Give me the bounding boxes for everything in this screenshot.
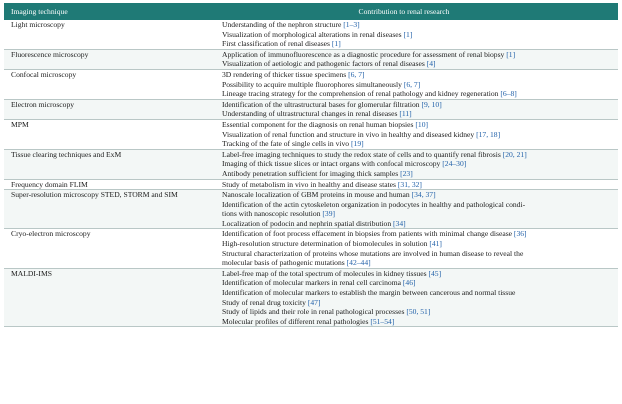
contribution-line (222, 298, 618, 308)
contribution-text: Molecular profiles of different renal pathologies (222, 316, 371, 326)
technique-cell: Cryo-electron microscopy (11, 229, 91, 239)
contribution-line (222, 39, 618, 49)
reference-link[interactable]: [6, 7] (348, 69, 365, 79)
contribution-cell (220, 269, 618, 327)
contribution-text: Label-free map of the total spectrum of molecules in kidney tissues (222, 268, 429, 278)
contribution-line (222, 120, 618, 130)
reference-link[interactable]: [20, 21] (502, 149, 527, 159)
reference-link[interactable]: [11] (399, 109, 412, 119)
contribution-cell (220, 50, 618, 69)
contribution-line (222, 109, 618, 119)
reference-link[interactable]: [6, 7] (403, 79, 421, 89)
contribution-cell (220, 120, 618, 149)
contribution-text: Visualization of morphological alterations in renal diseases (222, 29, 404, 39)
reference-link[interactable]: [6–8] (500, 89, 517, 99)
contribution-line (222, 70, 618, 80)
header-technique: Imaging technique (11, 6, 68, 16)
technique-cell: Super-resolution microscopy STED, STORM and SIM (11, 190, 178, 200)
technique-cell: Frequency domain FLIM (11, 179, 88, 189)
reference-link[interactable]: [1] (331, 39, 341, 49)
contribution-text: Structural characterization of proteins whose mutations are involved in human disease to reveal the (222, 248, 524, 258)
reference-link[interactable]: [10] (415, 119, 429, 129)
contribution-text: 3D rendering of thicker tissue specimens (222, 69, 349, 79)
table-row (4, 180, 618, 191)
technique-cell: Electron microscopy (11, 99, 75, 109)
reference-link[interactable]: [45] (428, 268, 442, 278)
contribution-text: Lineage tracing strategy for the comprehension of renal pathology and kidney regeneration (222, 89, 501, 99)
technique-cell: Tissue clearing techniques and ExM (11, 149, 122, 159)
table-row (4, 50, 618, 70)
table-body (4, 20, 618, 327)
contribution-cell (220, 20, 618, 49)
contribution-line (222, 209, 618, 219)
table-row (4, 190, 618, 229)
contribution-text: tions with nanoscopic resolution (222, 209, 323, 219)
reference-link[interactable]: [39] (322, 209, 336, 219)
reference-link[interactable]: [24–30] (442, 159, 467, 169)
contribution-text: Localization of podocin and nephrin spatial distribution (222, 218, 394, 228)
reference-link[interactable]: [23] (400, 168, 413, 178)
contribution-text: Imaging of thick tissue slices or intact organs with confocal microscopy (222, 159, 443, 169)
table-row (4, 269, 618, 328)
contribution-line (222, 20, 618, 30)
contribution-line (222, 219, 618, 229)
reference-link[interactable]: [1] (506, 49, 516, 59)
contribution-cell (220, 190, 618, 228)
reference-link[interactable]: [1] (403, 29, 413, 39)
header-contribution: Contribution to renal research (358, 6, 450, 16)
contribution-text: Identification of the actin cytoskeleton organization in podocytes in healthy and pathological condi- (222, 199, 526, 209)
contribution-line (222, 307, 618, 317)
contribution-cell (220, 229, 618, 267)
reference-link[interactable]: [51–54] (370, 316, 395, 326)
contribution-line (222, 288, 618, 298)
contribution-line (222, 229, 618, 239)
technique-cell: Light microscopy (11, 20, 65, 29)
table-row (4, 150, 618, 180)
contribution-line (222, 30, 618, 40)
reference-link[interactable]: [42–44] (346, 258, 371, 268)
contribution-text: High-resolution structure determination of biomolecules in solution (222, 239, 430, 249)
technique-cell: MPM (11, 119, 29, 129)
contribution-line (222, 200, 618, 210)
contribution-line (222, 258, 618, 268)
contribution-text: Antibody penetration sufficient for imaging thick samples (222, 168, 401, 178)
contribution-cell (220, 100, 618, 119)
reference-link[interactable]: [41] (429, 239, 442, 249)
contribution-line (222, 190, 618, 200)
technique-cell: Fluorescence microscopy (11, 49, 89, 59)
contribution-text: Study of metabolism in vivo in healthy and disease states (222, 179, 398, 189)
contribution-text: Understanding of the nephron structure (222, 20, 344, 29)
contribution-line (222, 89, 618, 99)
contribution-text: Identification of foot process effacement in biopsies from patients with minimal change disease (222, 229, 514, 239)
contribution-line (222, 169, 618, 179)
contribution-line (222, 50, 618, 60)
contribution-text: Visualization of renal function and structure in vivo in healthy and diseased kidney (222, 129, 477, 139)
contribution-cell (220, 150, 618, 179)
contribution-text: Nanoscale localization of GBM proteins in mouse and human (222, 190, 412, 200)
contribution-cell (220, 70, 618, 99)
reference-link[interactable]: [50, 51] (406, 307, 431, 317)
contribution-line (222, 317, 618, 327)
contribution-text: Understanding of ultrastructural changes in renal diseases (222, 109, 400, 119)
reference-link[interactable]: [36] (513, 229, 527, 239)
table-row (4, 100, 618, 120)
contribution-line (222, 59, 618, 69)
contribution-cell (220, 180, 618, 190)
contribution-line (222, 139, 618, 149)
contribution-line (222, 269, 618, 279)
contribution-text: Tracking of the fate of single cells in vivo (222, 139, 351, 149)
reference-link[interactable]: [34, 37] (411, 190, 436, 200)
reference-link[interactable]: [34] (393, 218, 406, 228)
contribution-line (222, 80, 618, 90)
table-header (4, 3, 618, 20)
contribution-text: Study of renal drug toxicity (222, 297, 308, 307)
reference-link[interactable]: [19] (351, 139, 364, 149)
contribution-text: Essential component for the diagnosis on renal human biopsies (222, 119, 416, 129)
table-row (4, 229, 618, 268)
reference-link[interactable]: [17, 18] (476, 129, 501, 139)
reference-link[interactable]: [47] (307, 297, 321, 307)
renal-imaging-table (4, 3, 618, 327)
reference-link[interactable]: [1–3] (343, 20, 360, 29)
contribution-text: Possibility to acquire multiple fluorophores simultaneously (222, 79, 404, 89)
contribution-text: Label-free imaging techniques to study the redox state of cells and to quantify renal fibrosis (222, 149, 503, 159)
contribution-line (222, 100, 618, 110)
contribution-text: Identification of molecular markers in renal cell carcinoma (222, 278, 403, 288)
reference-link[interactable]: [46] (402, 278, 416, 288)
table-row (4, 20, 618, 50)
contribution-line (222, 249, 618, 259)
reference-link[interactable]: [31, 32] (397, 179, 422, 189)
table-row (4, 120, 618, 150)
contribution-text: First classification of renal diseases (222, 39, 332, 49)
contribution-line (222, 180, 618, 190)
contribution-text: molecular basis of pathogenic mutations (222, 258, 347, 268)
table-row (4, 70, 618, 100)
contribution-line (222, 150, 618, 160)
contribution-text: Identification of the ultrastructural bases for glomerular filtration (222, 99, 422, 109)
contribution-text: Visualization of aetiologic and pathogenic factors of renal diseases (222, 59, 427, 69)
contribution-line (222, 239, 618, 249)
contribution-text: Study of lipids and their role in renal pathological processes (222, 307, 407, 317)
technique-cell: MALDI-IMS (11, 268, 52, 278)
contribution-text: Identification of molecular markers to establish the margin between cancerous and normal tissue (222, 288, 516, 298)
contribution-text: Application of immunofluorescence as a diagnostic procedure for assessment of renal biopsy (222, 49, 507, 59)
contribution-line (222, 278, 618, 288)
contribution-line (222, 159, 618, 169)
reference-link[interactable]: [9, 10] (421, 99, 442, 109)
contribution-line (222, 130, 618, 140)
reference-link[interactable]: [4] (426, 59, 436, 69)
technique-cell: Confocal microscopy (11, 69, 77, 79)
